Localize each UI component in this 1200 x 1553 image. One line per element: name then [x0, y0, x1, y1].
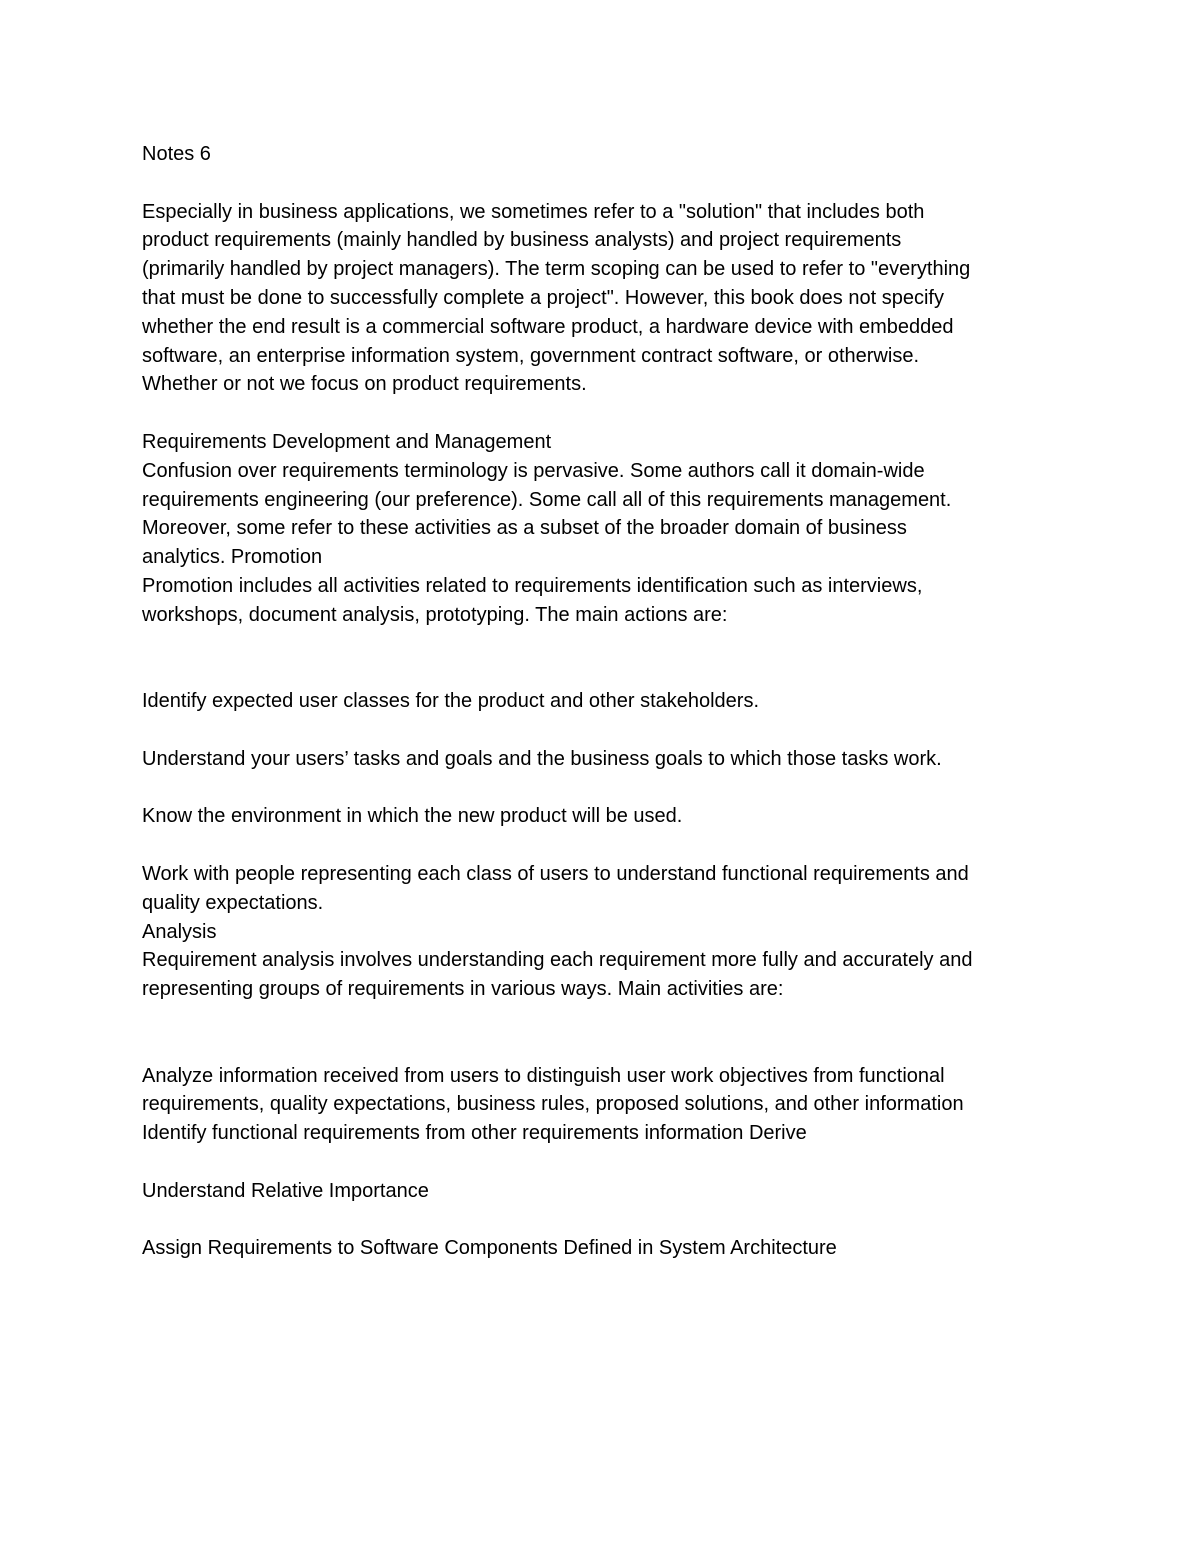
text-line: software, an enterprise information system, government contract software, or otherwise. [142, 344, 920, 367]
spacer [142, 1148, 1062, 1177]
text-line: analytics. Promotion [142, 546, 323, 569]
spacer [142, 831, 1062, 860]
document-page [142, 140, 1062, 1263]
action-item-3: Know the environment in which the new product will be used. [142, 805, 683, 828]
text-line: representing groups of requirements in various ways. Main activities are: [142, 978, 784, 1001]
text-line: Whether or not we focus on product requirements. [142, 373, 587, 396]
text-line: Moreover, some refer to these activities as a subset of the broader domain of business [142, 517, 907, 540]
text-line: Analyze information received from users to distinguish user work objectives from functional [142, 1064, 945, 1087]
text-line: Identify functional requirements from other requirements information Derive [142, 1122, 807, 1145]
assign-requirements-item: Assign Requirements to Software Components Defined in System Architecture [142, 1237, 837, 1260]
spacer [142, 630, 1062, 688]
understand-importance-item: Understand Relative Importance [142, 1179, 429, 1202]
text-line: requirements engineering (our preference). Some call all of this requirements management. [142, 488, 952, 511]
section-heading-requirements: Requirements Development and Management [142, 430, 552, 453]
text-line: Requirement analysis involves understanding each requirement more fully and accurately and [142, 949, 973, 972]
analysis-paragraph [142, 946, 1062, 1004]
spacer [142, 169, 1062, 198]
text-line: Confusion over requirements terminology is pervasive. Some authors call it domain-wide [142, 459, 925, 482]
text-line: workshops, document analysis, prototyping. The main actions are: [142, 603, 728, 626]
page-title: Notes 6 [142, 143, 211, 165]
action-item-2: Understand your users’ tasks and goals and the business goals to which those tasks work. [142, 747, 942, 770]
spacer [142, 774, 1062, 803]
text-line: whether the end result is a commercial software product, a hardware device with embedded [142, 315, 954, 338]
text-line: Promotion includes all activities related to requirements identification such as interviews, [142, 574, 923, 597]
spacer [142, 1205, 1062, 1234]
section-heading-analysis: Analysis [142, 920, 217, 943]
action-item-1: Identify expected user classes for the product and other stakeholders. [142, 690, 760, 713]
text-line: (primarily handled by project managers). The term scoping can be used to refer to "everything [142, 258, 971, 281]
spacer [142, 716, 1062, 745]
text-line: quality expectations. [142, 891, 324, 914]
analysis-activities [142, 1062, 1062, 1148]
action-item-4 [142, 860, 1062, 918]
spacer [142, 1004, 1062, 1062]
text-line: Work with people representing each class of users to understand functional requirements and [142, 862, 969, 885]
text-line: Especially in business applications, we sometimes refer to a "solution" that includes both [142, 200, 925, 223]
text-line: product requirements (mainly handled by business analysts) and project requirements [142, 229, 902, 252]
text-line: that must be done to successfully complete a project". However, this book does not specify [142, 286, 944, 309]
text-line: requirements, quality expectations, business rules, proposed solutions, and other information [142, 1093, 964, 1116]
requirements-paragraph [142, 457, 1062, 630]
intro-paragraph [142, 198, 1062, 400]
spacer [142, 399, 1062, 428]
